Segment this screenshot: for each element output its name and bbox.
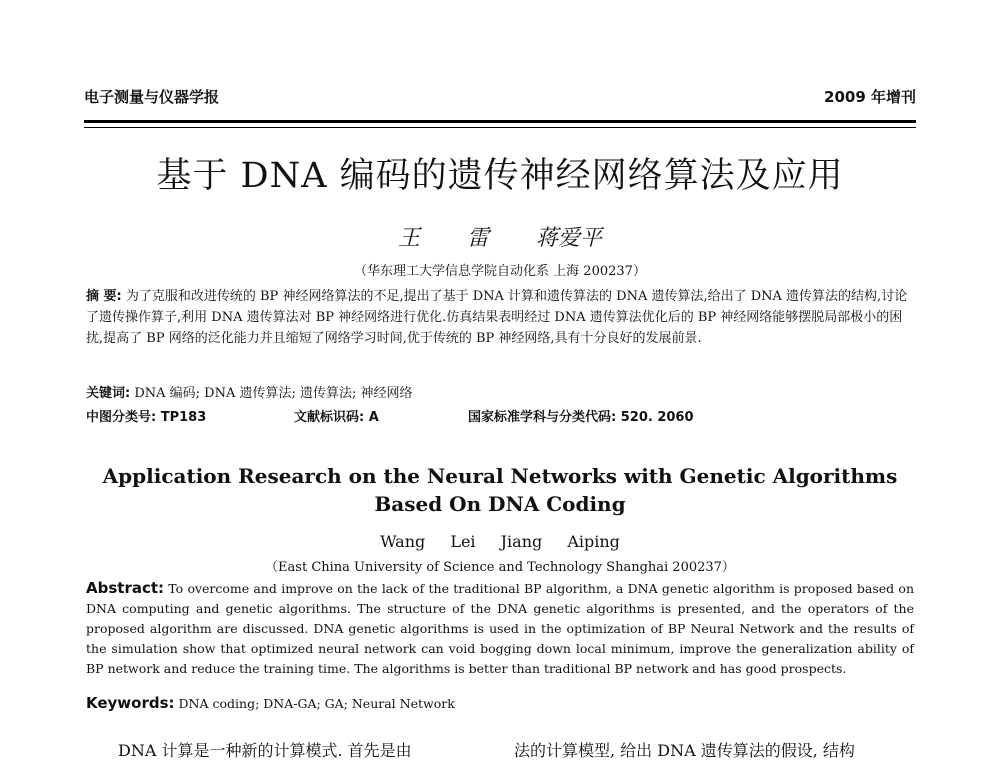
keywords-en-text: DNA coding; DNA-GA; GA; Neural Network xyxy=(178,696,455,711)
authors-en: Wang Lei Jiang Aiping xyxy=(380,532,620,551)
keywords-cn-text: DNA 编码; DNA 遗传算法; 遗传算法; 神经网络 xyxy=(134,386,413,401)
paper-title-en: Application Research on the Neural Networks with Genetic Algorithms Based On DNA Coding xyxy=(102,464,898,516)
body-left-column-line: DNA 计算是一种新的计算模式. 首先是由 xyxy=(118,741,412,760)
journal-name: 电子测量与仪器学报 xyxy=(84,88,220,106)
clc-code: 中图分类号: TP183 xyxy=(86,410,207,425)
authors-cn: 王 雷 蒋爱平 xyxy=(398,226,602,251)
body-right-column-line: 法的计算模型, 给出 DNA 遗传算法的假设, 结构 xyxy=(514,741,855,760)
keywords-en-label: Keywords: xyxy=(86,694,175,712)
running-header xyxy=(84,86,916,110)
issue-label: 2009 年增刊 xyxy=(824,88,916,106)
affiliation-cn: （华东理工大学信息学院自动化系 上海 200237） xyxy=(354,264,646,279)
abstract-cn-label: 摘 要: xyxy=(86,289,122,304)
abstract-en xyxy=(86,578,914,679)
abstract-en-text: To overcome and improve on the lack of the traditional BP algorithm, a DNA genetic algorithm is proposed based on DNA computing and genetic algorithms. The structure of the DNA genetic algorithms is presented, and the operators of the proposed algorithm are discussed. DNA genetic algorithms is used in the optimization of BP Neural Network and the results of the simulation show that optimized neural network can void bogging down local minimum, improve the generalization ability of BP network and reduce the training time. The algorithms is better than traditional BP network and has good prospects. xyxy=(86,581,914,676)
keywords-en xyxy=(86,694,914,712)
header-rule-thin xyxy=(84,127,916,128)
document-code: 文献标识码: A xyxy=(294,410,379,425)
keywords-cn xyxy=(86,382,914,401)
header-rule-thick xyxy=(84,120,916,123)
abstract-cn xyxy=(86,286,914,349)
abstract-cn-text: 为了克服和改进传统的 BP 神经网络算法的不足,提出了基于 DNA 计算和遗传算法的 DNA 遗传算法,给出了 DNA 遗传算法的结构,讨论了遗传操作算子,利用 DNA 遗传算法对 BP 神经网络进行优化.仿真结果表明经过 DNA 遗传算法优化后的 BP 神经网络能够摆脱局部极小的困扰,提高了 BP 网络的泛化能力并且缩短了网络学习时间,优于传统的 BP 神经网络,具有十分良好的发展前景. xyxy=(86,289,908,346)
national-standard-code: 国家标准学科与分类代码: 520. 2060 xyxy=(468,410,694,425)
abstract-en-label: Abstract: xyxy=(86,579,165,597)
keywords-cn-label: 关键词: xyxy=(86,386,131,401)
paper-title-cn: 基于 DNA 编码的遗传神经网络算法及应用 xyxy=(156,156,844,196)
affiliation-en: （East China University of Science and Technology Shanghai 200237） xyxy=(265,560,735,575)
